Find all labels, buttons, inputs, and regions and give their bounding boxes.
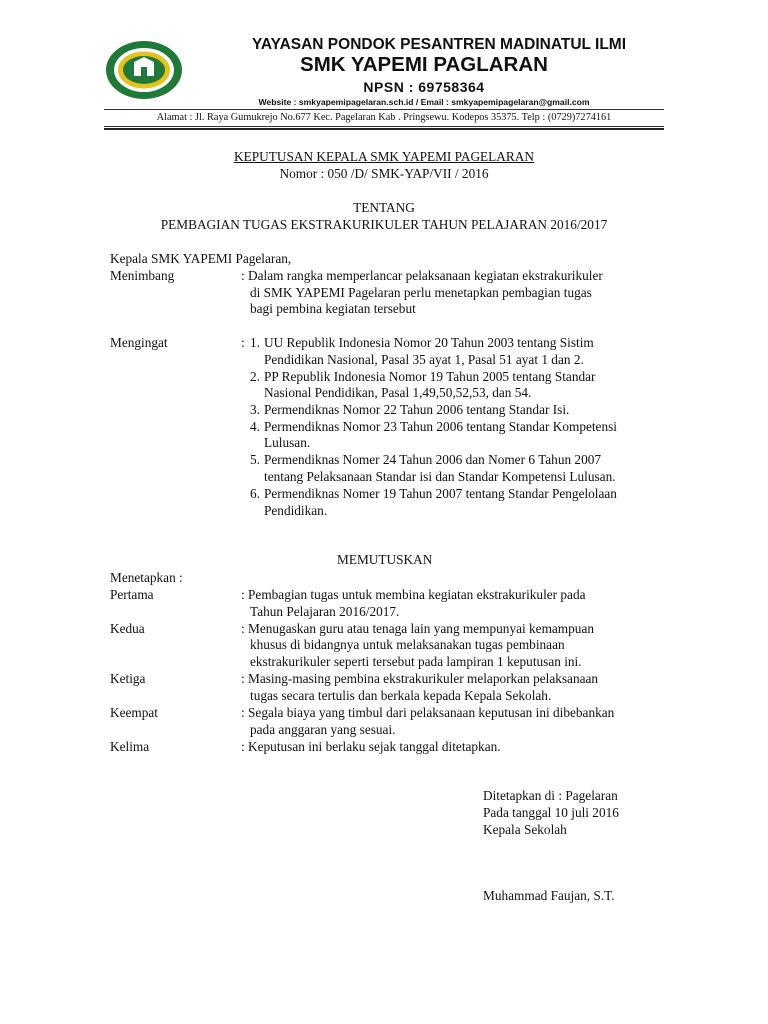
decision-label: Pertama — [110, 587, 154, 602]
menimbang-line: bagi pembina kegiatan tersebut — [250, 301, 416, 316]
item-text: PP Republik Indonesia Nomor 19 Tahun 2005 tentang Standar — [264, 369, 596, 384]
school-name: SMK YAPEMI PAGLARAN — [300, 53, 548, 76]
about-heading: TENTANG — [353, 200, 415, 215]
item-text: Lulusan. — [264, 435, 311, 450]
decision-line: : Menugaskan guru atau tenaga lain yang mempunyai kemampuan — [241, 621, 594, 636]
list-item — [250, 334, 594, 351]
list-item — [250, 368, 595, 385]
decision-line: khusus di bidangnya untuk melaksanakan tugas pembinaan — [250, 637, 565, 652]
item-number: 1. — [250, 335, 260, 350]
list-item — [250, 401, 569, 418]
signatory-name: Muhammad Faujan, S.T. — [483, 888, 615, 903]
signature-place: Ditetapkan di : Pagelaran — [483, 788, 618, 803]
letterhead-divider — [104, 109, 664, 110]
contact-info: Website : smkyapemipagelaran.sch.id / Email : smkyapemipagelaran@gmail.com — [258, 97, 590, 107]
signature-date: Pada tanggal 10 juli 2016 — [483, 805, 619, 820]
item-text: Permendiknas Nomor 22 Tahun 2006 tentang Standar Isi. — [264, 402, 570, 417]
signature-position: Kepala Sekolah — [483, 822, 567, 837]
letterhead-divider-bottom — [104, 126, 664, 127]
list-item — [250, 418, 617, 435]
item-text: Permendiknas Nomer 19 Tahun 2007 tentang Standar Pengelolaan — [264, 486, 617, 501]
opening: Kepala SMK YAPEMI Pagelaran, — [110, 251, 292, 266]
mengingat-colon: : — [241, 335, 245, 350]
decision-line: : Keputusan ini berlaku sejak tanggal ditetapkan. — [241, 739, 501, 754]
foundation-name: YAYASAN PONDOK PESANTREN MADINATUL ILMI — [251, 36, 627, 53]
list-item — [250, 485, 617, 502]
decision-label: Ketiga — [110, 671, 146, 686]
decision-line: : Masing-masing pembina ekstrakurikuler melaporkan pelaksanaan — [241, 671, 599, 686]
item-text: UU Republik Indonesia Nomor 20 Tahun 2003 tentang Sistim — [264, 335, 594, 350]
decision-label: Keempat — [110, 705, 158, 720]
list-item — [250, 451, 601, 468]
decision-line: tugas secara tertulis dan berkala kepada Kepala Sekolah. — [250, 688, 552, 703]
decree-title: KEPUTUSAN KEPALA SMK YAPEMI PAGELARAN — [234, 149, 534, 164]
item-number: 6. — [250, 486, 260, 501]
item-text: Pendidikan. — [264, 503, 328, 518]
decision-label: Kedua — [110, 621, 145, 636]
decree-subject: PEMBAGIAN TUGAS EKSTRAKURIKULER TAHUN PELAJARAN 2016/2017 — [160, 217, 608, 232]
menimbang-label: Menimbang — [110, 268, 175, 283]
item-text: Nasional Pendidikan, Pasal 1,49,50,52,53, dan 54. — [264, 385, 532, 400]
decision-line: : Segala biaya yang timbul dari pelaksanaan keputusan ini dibebankan — [241, 705, 615, 720]
item-number: 3. — [250, 402, 260, 417]
decision-label: Kelima — [110, 739, 150, 754]
mengingat-label: Mengingat — [110, 335, 168, 350]
item-text: Permendiknas Nomor 23 Tahun 2006 tentang Standar Kompetensi — [264, 419, 617, 434]
menimbang-line: : Dalam rangka memperlancar pelaksanaan kegiatan ekstrakurikuler — [241, 268, 603, 283]
decree-number: Nomor : 050 /D/ SMK-YAP/VII / 2016 — [279, 166, 489, 181]
menetapkan-label: Menetapkan : — [110, 570, 183, 585]
decision-line: Tahun Pelajaran 2016/2017. — [250, 604, 400, 619]
item-number: 5. — [250, 452, 260, 467]
item-text: tentang Pelaksanaan Standar isi dan Standar Kompetensi Lulusan. — [264, 469, 616, 484]
letterhead-divider-thick — [104, 128, 664, 130]
npsn: NPSN : 69758364 — [363, 79, 485, 95]
decision-line: : Pembagian tugas untuk membina kegiatan ekstrakurikuler pada — [241, 587, 586, 602]
item-text: Permendiknas Nomer 24 Tahun 2006 dan Nomer 6 Tahun 2007 — [264, 452, 602, 467]
item-text: Pendidikan Nasional, Pasal 35 ayat 1, Pasal 51 ayat 1 dan 2. — [264, 352, 584, 367]
memutuskan-heading: MEMUTUSKAN — [337, 552, 433, 567]
menimbang-line: di SMK YAPEMI Pagelaran perlu menetapkan pembagian tugas — [250, 285, 592, 300]
decision-line: pada anggaran yang sesuai. — [250, 722, 396, 737]
decision-line: ekstrakurikuler seperti tersebut pada lampiran 1 keputusan ini. — [250, 654, 582, 669]
address: Alamat : Jl. Raya Gumukrejo No.677 Kec. Pagelaran Kab . Pringsewu. Kodepos 35375. Telp : (0729)7274161 — [156, 112, 612, 123]
item-number: 4. — [250, 419, 260, 434]
item-number: 2. — [250, 369, 260, 384]
